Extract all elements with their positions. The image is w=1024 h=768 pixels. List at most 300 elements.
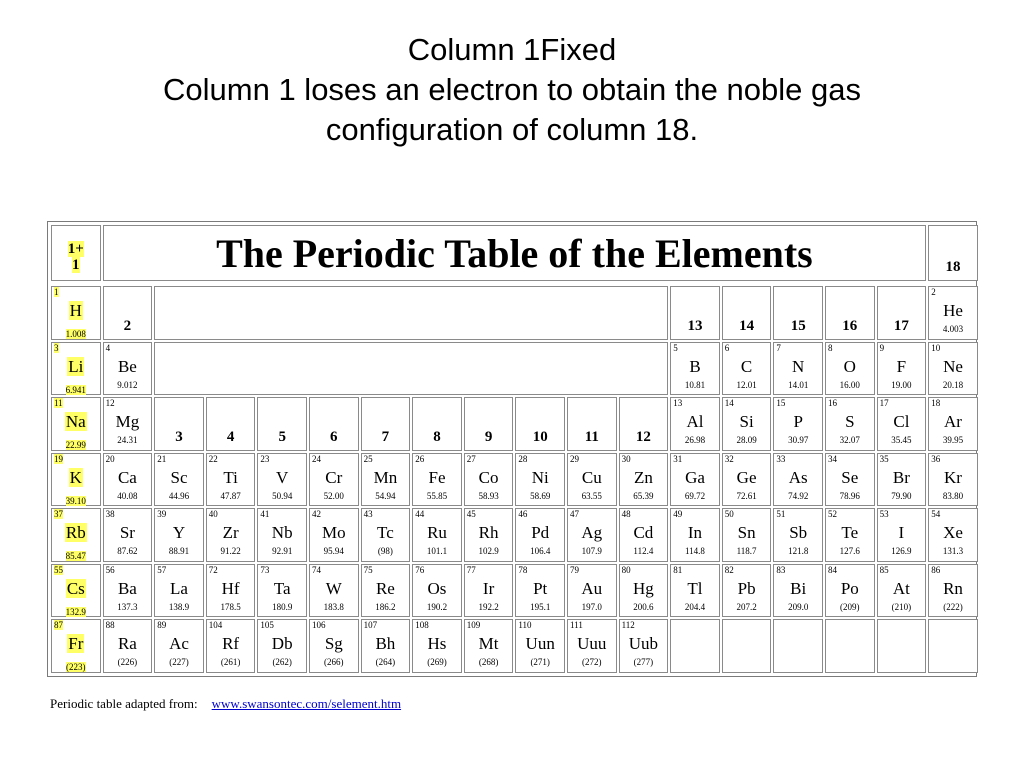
atomic-number: 87 [54, 620, 63, 630]
element-symbol: Uub [628, 634, 659, 653]
element-symbol: Sg [324, 634, 343, 653]
element-symbol: Ra [117, 634, 137, 653]
atomic-mass: 6.941 [65, 384, 86, 395]
group-header-3 [154, 397, 204, 451]
atomic-number: 21 [157, 453, 167, 464]
atomic-number: 19 [54, 453, 63, 464]
atomic-number: 36 [931, 453, 941, 464]
atomic-mass: (277) [633, 657, 654, 667]
atomic-mass: 195.1 [530, 601, 551, 612]
atomic-number: 54 [931, 509, 941, 519]
atomic-mass: 137.3 [117, 601, 138, 612]
group-header-12 [619, 397, 669, 451]
element-as [773, 453, 823, 507]
element-symbol: Zn [633, 467, 653, 487]
atomic-mass: 47.87 [220, 490, 241, 501]
element-po [825, 564, 875, 618]
group-1-charge: 1+ [67, 241, 84, 257]
atomic-mass: 1.008 [65, 329, 86, 339]
element-o [825, 342, 875, 396]
title-line-3: configuration of column 18. [325, 112, 699, 147]
element-symbol: Sr [119, 523, 135, 542]
atomic-number: 89 [157, 620, 167, 630]
atomic-number: 22 [208, 453, 218, 464]
atomic-number: 11 [54, 398, 63, 408]
element-ra [103, 619, 153, 673]
group-label: 8 [433, 428, 441, 445]
group-label: 16 [842, 317, 858, 334]
element-in [670, 508, 720, 562]
atomic-mass: 35.45 [891, 435, 912, 445]
element-symbol: F [896, 356, 907, 376]
atomic-number: 107 [363, 620, 378, 630]
group-header-15 [773, 286, 823, 340]
element-symbol: Ar [944, 412, 962, 431]
element-ca [103, 453, 153, 507]
element-symbol: Au [581, 578, 603, 598]
source-text: Periodic table adapted from: [50, 696, 198, 711]
atomic-number: 27 [466, 453, 476, 464]
element-symbol: Ca [117, 467, 137, 487]
atomic-number: 15 [776, 398, 786, 408]
atomic-mass: 20.18 [942, 379, 964, 390]
atomic-mass: 72.61 [736, 490, 757, 501]
element-symbol: Rf [222, 634, 240, 653]
element-symbol: K [69, 467, 82, 487]
element-co [464, 453, 514, 507]
element-symbol: Fr [68, 634, 84, 653]
element-symbol: Ir [482, 578, 495, 598]
element-fr [51, 619, 101, 673]
group-label: 15 [790, 317, 806, 334]
element-hf [206, 564, 256, 618]
element-symbol: Cd [633, 523, 654, 542]
element-os [412, 564, 462, 618]
atomic-mass: 107.9 [581, 546, 602, 556]
group-header-6 [309, 397, 359, 451]
group-label: 12 [635, 428, 651, 445]
atomic-number: 10 [931, 342, 941, 353]
title-line-2: Column 1 loses an electron to obtain the noble gas [163, 72, 861, 107]
atomic-mass: 209.0 [788, 601, 809, 612]
element-cs [51, 564, 101, 618]
atomic-number: 26 [415, 453, 425, 464]
element-symbol: Bi [790, 578, 807, 598]
atomic-mass: 127.6 [839, 546, 860, 556]
element-symbol: Hf [221, 578, 240, 598]
atomic-number: 48 [621, 509, 631, 519]
element-symbol: Mn [373, 467, 398, 487]
group-18-label: 18 [945, 259, 961, 275]
table-heading-box [103, 225, 927, 281]
element-uun [515, 619, 565, 673]
element-v [257, 453, 307, 507]
atomic-mass: 114.8 [685, 546, 705, 556]
atomic-number: 8 [828, 342, 833, 353]
empty-cell [773, 619, 823, 673]
atomic-number: 16 [828, 398, 837, 408]
atomic-number: 77 [466, 564, 476, 575]
atomic-number: 41 [260, 509, 270, 519]
element-ga [670, 453, 720, 507]
element-symbol: Pd [531, 523, 550, 542]
group-header-5 [257, 397, 307, 451]
element-symbol: S [845, 412, 855, 431]
atomic-number: 5 [673, 342, 678, 353]
atomic-number: 46 [518, 509, 528, 519]
element-symbol: At [892, 578, 910, 598]
element-rh [464, 508, 514, 562]
atomic-mass: 126.9 [891, 546, 912, 556]
element-symbol: Pb [737, 578, 756, 598]
periodic-table [47, 221, 977, 677]
atomic-number: 9 [879, 342, 885, 353]
element-symbol: Db [271, 634, 293, 653]
atomic-mass: (266) [324, 657, 344, 667]
atomic-mass: (268) [478, 657, 499, 667]
atomic-mass: (271) [530, 657, 550, 667]
element-si [722, 397, 772, 451]
element-tl [670, 564, 720, 618]
atomic-mass: 24.31 [117, 435, 138, 445]
atomic-mass: (272) [582, 657, 602, 667]
element-ta [257, 564, 307, 618]
element-cu [567, 453, 617, 507]
element-symbol: Kr [944, 467, 962, 487]
element-se [825, 453, 875, 507]
element-symbol: Nb [271, 523, 293, 542]
atomic-number: 108 [415, 620, 429, 630]
empty-cell [825, 619, 875, 673]
atomic-number: 25 [363, 453, 373, 464]
atomic-number: 17 [879, 398, 889, 408]
element-tc [361, 508, 411, 562]
element-symbol: Sc [170, 467, 188, 487]
element-symbol: Co [478, 467, 499, 487]
source-link[interactable]: www.swansontec.com/selement.htm [211, 696, 402, 711]
group-label: 6 [330, 428, 338, 445]
element-db [257, 619, 307, 673]
atomic-mass: (262) [272, 657, 292, 667]
element-symbol: As [788, 467, 808, 487]
element-symbol: Cl [893, 412, 910, 431]
group-18-header [928, 225, 978, 281]
atomic-mass: 192.2 [478, 601, 499, 612]
element-br [877, 453, 927, 507]
element-pt [515, 564, 565, 618]
atomic-number: 52 [828, 509, 837, 519]
element-symbol: Tc [377, 523, 394, 542]
element-ne [928, 342, 978, 396]
element-al [670, 397, 720, 451]
atomic-number: 84 [828, 564, 837, 575]
group-header-4 [206, 397, 256, 451]
element-sb [773, 508, 823, 562]
element-symbol: Y [172, 523, 186, 542]
atomic-mass: 44.96 [168, 490, 190, 501]
group-header-10 [515, 397, 565, 451]
atomic-number: 55 [54, 564, 63, 575]
element-na [51, 397, 101, 451]
atomic-number: 44 [415, 509, 425, 519]
element-rn [928, 564, 978, 618]
element-symbol: Rn [943, 578, 963, 598]
element-ba [103, 564, 153, 618]
group-label: 4 [226, 428, 235, 445]
element-symbol: Hg [633, 578, 654, 598]
element-w [309, 564, 359, 618]
atomic-mass: 69.72 [684, 490, 706, 501]
atomic-number: 109 [466, 620, 481, 630]
atomic-number: 47 [570, 509, 579, 519]
atomic-number: 12 [105, 398, 115, 408]
element-ru [412, 508, 462, 562]
element-symbol: Sb [789, 523, 808, 542]
element-symbol: Br [892, 467, 910, 487]
element-cr [309, 453, 359, 507]
atomic-number: 40 [208, 509, 218, 519]
element-symbol: Tl [687, 578, 703, 598]
element-symbol: Hs [427, 634, 447, 653]
element-uub [619, 619, 669, 673]
element-symbol: Li [68, 356, 84, 376]
atomic-mass: 19.00 [891, 379, 912, 390]
atomic-number: 45 [466, 509, 476, 519]
element-symbol: Ge [736, 467, 757, 487]
element-symbol: Uuu [577, 634, 607, 653]
element-symbol: Pt [533, 578, 548, 598]
atomic-mass: 65.39 [633, 490, 654, 501]
atomic-mass: 40.08 [117, 490, 138, 501]
element-symbol: In [687, 523, 703, 542]
atomic-mass: 54.94 [375, 490, 396, 501]
group-label: 5 [278, 428, 286, 445]
element-symbol: W [325, 578, 342, 598]
atomic-mass: 101.1 [426, 546, 448, 556]
atomic-mass: (98) [377, 546, 393, 556]
element-mo [309, 508, 359, 562]
atomic-number: 34 [828, 453, 837, 464]
atomic-mass: 28.09 [736, 435, 757, 445]
group-header-8 [412, 397, 462, 451]
element-b [670, 342, 720, 396]
atomic-number: 78 [518, 564, 528, 575]
atomic-mass: 32.07 [839, 435, 860, 445]
slide-title [0, 30, 1024, 150]
element-symbol: Ba [117, 578, 137, 598]
element-symbol: He [943, 301, 963, 320]
atomic-mass: 79.90 [891, 490, 912, 501]
atomic-mass: (226) [117, 657, 138, 667]
atomic-number: 73 [260, 564, 270, 575]
atomic-mass: 197.0 [581, 601, 602, 612]
element-li [51, 342, 101, 396]
element-hs [412, 619, 462, 673]
group-1-label [52, 241, 100, 273]
atomic-mass: 78.96 [839, 490, 860, 501]
element-symbol: Rb [65, 523, 86, 542]
atomic-mass: (269) [427, 657, 447, 667]
element-symbol: Po [840, 578, 859, 598]
atomic-mass: 16.00 [839, 379, 860, 390]
atomic-mass: (264) [375, 657, 396, 667]
group-header-9 [464, 397, 514, 451]
element-ac [154, 619, 204, 673]
blank-span-row2 [154, 342, 668, 396]
group-label: 13 [687, 317, 703, 334]
atomic-mass: 121.8 [788, 546, 809, 556]
atomic-number: 86 [931, 564, 941, 575]
atomic-mass: 102.9 [478, 546, 499, 556]
atomic-number: 85 [879, 564, 889, 575]
atomic-mass: 190.2 [426, 601, 448, 612]
element-nb [257, 508, 307, 562]
atomic-mass: 132.9 [65, 606, 86, 617]
element-symbol: Fe [428, 467, 446, 487]
element-sn [722, 508, 772, 562]
empty-cell [722, 619, 772, 673]
atomic-mass: (261) [220, 657, 241, 667]
element-symbol: Bh [375, 634, 396, 653]
atomic-number: 88 [105, 620, 115, 630]
element-fe [412, 453, 462, 507]
element-symbol: Zr [222, 523, 239, 542]
element-re [361, 564, 411, 618]
blank-span-row1 [154, 286, 668, 340]
element-ar [928, 397, 978, 451]
atomic-mass: 4.003 [942, 324, 964, 334]
atomic-number: 14 [724, 398, 734, 408]
element-symbol: Sn [737, 523, 756, 542]
atomic-mass: 85.47 [65, 551, 86, 561]
atomic-mass: 39.95 [942, 435, 964, 445]
atomic-number: 76 [415, 564, 425, 575]
element-symbol: Si [739, 412, 754, 431]
element-symbol: B [689, 356, 701, 376]
atomic-number: 51 [776, 509, 786, 519]
group-label: 11 [584, 428, 599, 445]
group-label: 14 [739, 317, 755, 334]
atomic-mass: 22.99 [65, 440, 86, 450]
atomic-mass: 200.6 [633, 601, 654, 612]
element-zr [206, 508, 256, 562]
element-ge [722, 453, 772, 507]
element-symbol: H [69, 301, 82, 320]
atomic-number: 80 [621, 564, 631, 575]
element-zn [619, 453, 669, 507]
element-symbol: Na [65, 412, 86, 431]
element-la [154, 564, 204, 618]
atomic-mass: 183.8 [323, 601, 344, 612]
atomic-number: 23 [260, 453, 270, 464]
element-mn [361, 453, 411, 507]
element-symbol: V [276, 467, 289, 487]
atomic-number: 49 [673, 509, 683, 519]
element-ni [515, 453, 565, 507]
element-c [722, 342, 772, 396]
element-symbol: Ta [273, 578, 291, 598]
atomic-mass: 138.9 [168, 601, 190, 612]
atomic-mass: 55.85 [426, 490, 448, 501]
atomic-number: 74 [312, 564, 321, 575]
atomic-mass: 9.012 [117, 379, 138, 390]
atomic-mass: 106.4 [530, 546, 551, 556]
atomic-number: 38 [105, 509, 115, 519]
element-ir [464, 564, 514, 618]
atomic-mass: (227) [169, 657, 189, 667]
element-p [773, 397, 823, 451]
atomic-mass: 92.91 [272, 546, 293, 556]
element-cd [619, 508, 669, 562]
atomic-number: 53 [879, 509, 889, 519]
element-k [51, 453, 101, 507]
group-header-7 [361, 397, 411, 451]
element-symbol: Ru [427, 523, 447, 542]
atomic-number: 104 [208, 620, 223, 630]
element-symbol: Ni [531, 467, 549, 487]
atomic-mass: 83.80 [942, 490, 964, 501]
element-sg [309, 619, 359, 673]
element-symbol: Ne [943, 356, 963, 376]
atomic-mass: 207.2 [736, 601, 757, 612]
atomic-number: 43 [363, 509, 373, 519]
atomic-mass: 74.92 [788, 490, 809, 501]
group-label: 3 [175, 428, 183, 445]
source-footer [50, 696, 401, 712]
element-bi [773, 564, 823, 618]
atomic-mass: 112.4 [633, 546, 654, 556]
atomic-mass: 180.9 [272, 601, 293, 612]
element-symbol: Mg [115, 412, 140, 431]
atomic-number: 75 [363, 564, 373, 575]
atomic-number: 18 [931, 398, 941, 408]
empty-cell [877, 619, 927, 673]
element-y [154, 508, 204, 562]
element-symbol: Ag [581, 523, 603, 542]
group-header-13 [670, 286, 720, 340]
atomic-number: 3 [54, 342, 59, 353]
element-symbol: Uun [525, 634, 555, 653]
atomic-mass: 88.91 [168, 546, 190, 556]
element-symbol: Al [686, 412, 704, 431]
atomic-mass: 63.55 [581, 490, 602, 501]
element-symbol: Se [841, 467, 859, 487]
atomic-number: 111 [570, 620, 583, 630]
title-line-1: Column 1Fixed [407, 32, 617, 67]
element-cl [877, 397, 927, 451]
atomic-number: 57 [157, 564, 167, 575]
group-label: 7 [381, 428, 390, 445]
atomic-number: 50 [724, 509, 734, 519]
atomic-mass: 50.94 [272, 490, 293, 501]
atomic-number: 39 [157, 509, 167, 519]
element-hg [619, 564, 669, 618]
atomic-number: 83 [776, 564, 786, 575]
atomic-mass: 26.98 [684, 435, 706, 445]
atomic-mass: 52.00 [323, 490, 344, 501]
element-symbol: I [898, 523, 905, 542]
element-ti [206, 453, 256, 507]
element-s [825, 397, 875, 451]
element-xe [928, 508, 978, 562]
atomic-mass: 131.3 [942, 546, 964, 556]
atomic-number: 110 [518, 620, 532, 630]
element-at [877, 564, 927, 618]
element-symbol: Rh [478, 523, 499, 542]
atomic-number: 1 [54, 287, 59, 297]
element-symbol: La [170, 578, 188, 598]
atomic-number: 112 [621, 620, 635, 630]
